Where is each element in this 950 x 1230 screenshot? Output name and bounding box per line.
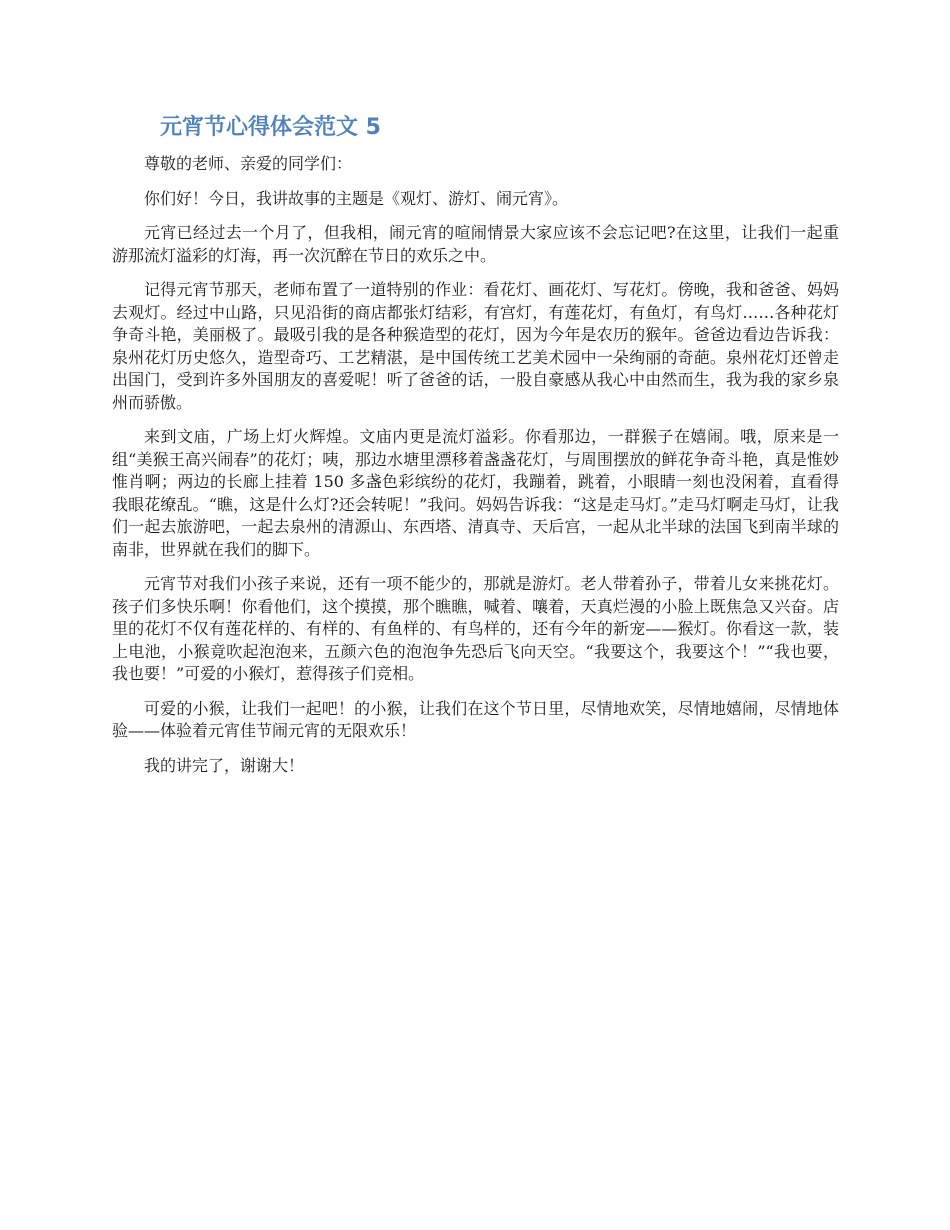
paragraph-closing: 我的讲完了，谢谢大！ bbox=[144, 755, 305, 775]
document-title: 元宵节心得体会范文 5 bbox=[160, 115, 381, 140]
paragraph-greeting: 尊敬的老师、亲爱的同学们： bbox=[144, 154, 353, 173]
paragraph-topic: 你们好！今日，我讲故事的主题是《观灯、游灯、闹元宵》。 bbox=[144, 188, 569, 208]
document-body bbox=[112, 153, 839, 789]
paragraph: 来到文庙，广场上灯火辉煌。文庙内更是流灯溢彩。你看那边，一群猴子在嬉闹。哦，原来是一组“美猴王高兴闹春”的花灯；咦，那边水塘里漂移着盏盏花灯，与周围摆放的鲜花争奇斗艳，真是惟妙惟肖啊；两边的长廊上挂着 150 多盏色彩缤纷的花灯，我蹦着，跳着，小眼睛一刻也没闲着，直看得我眼花缭乱。“瞧，这是什么灯?还会转呢！”我问。妈妈告诉我：“这是走马灯。”走马灯啊走马灯，让我们一起去旅游吧，一起去泉州的清源山、东西塔、清真寺、天后宫，一起从北半球的法国飞到南半球的南非，世界就在我们的脚下。 bbox=[112, 427, 839, 559]
paragraph: 元宵节对我们小孩子来说，还有一项不能少的，那就是游灯。老人带着孙子，带着儿女来挑花灯。孩子们多快乐啊！你看他们，这个摸摸，那个瞧瞧，喊着、嚷着，天真烂漫的小脸上既焦急又兴奋。店里的花灯不仅有莲花样的、有样的、有鱼样的、有鸟样的，还有今年的新宠——猴灯。你看这一款，装上电池，小猴竟吹起泡泡来，五颜六色的泡泡争先恐后飞向天空。“我要这个，我要这个！”“我也要，我也要！”可爱的小猴灯，惹得孩子们竞相。 bbox=[112, 574, 839, 683]
paragraph: 可爱的小猴，让我们一起吧！的小猴，让我们在这个节日里，尽情地欢笑，尽情地嬉闹，尽情地体验——体验着元宵佳节闹元宵的无限欢乐！ bbox=[112, 698, 839, 740]
paragraph: 记得元宵节那天，老师布置了一道特别的作业：看花灯、画花灯、写花灯。傍晚，我和爸爸、妈妈去观灯。经过中山路，只见沿街的商店都张灯结彩，有宫灯，有莲花灯，有鱼灯，有鸟灯……各种花灯争奇斗艳，美丽极了。最吸引我的是各种猴造型的花灯，因为今年是农历的猴年。爸爸边看边告诉我：泉州花灯历史悠久，造型奇巧、工艺精湛，是中国传统工艺美术园中一朵绚丽的奇葩。泉州花灯还曾走出国门，受到许多外国朋友的喜爱呢！听了爸爸的话，一股自豪感从我心中由然而生，我为我的家乡泉州而骄傲。 bbox=[112, 280, 839, 412]
paragraph: 元宵已经过去一个月了，但我相，闹元宵的喧闹情景大家应该不会忘记吧?在这里，让我们一起重游那流灯溢彩的灯海，再一次沉醉在节日的欢乐之中。 bbox=[112, 223, 839, 265]
